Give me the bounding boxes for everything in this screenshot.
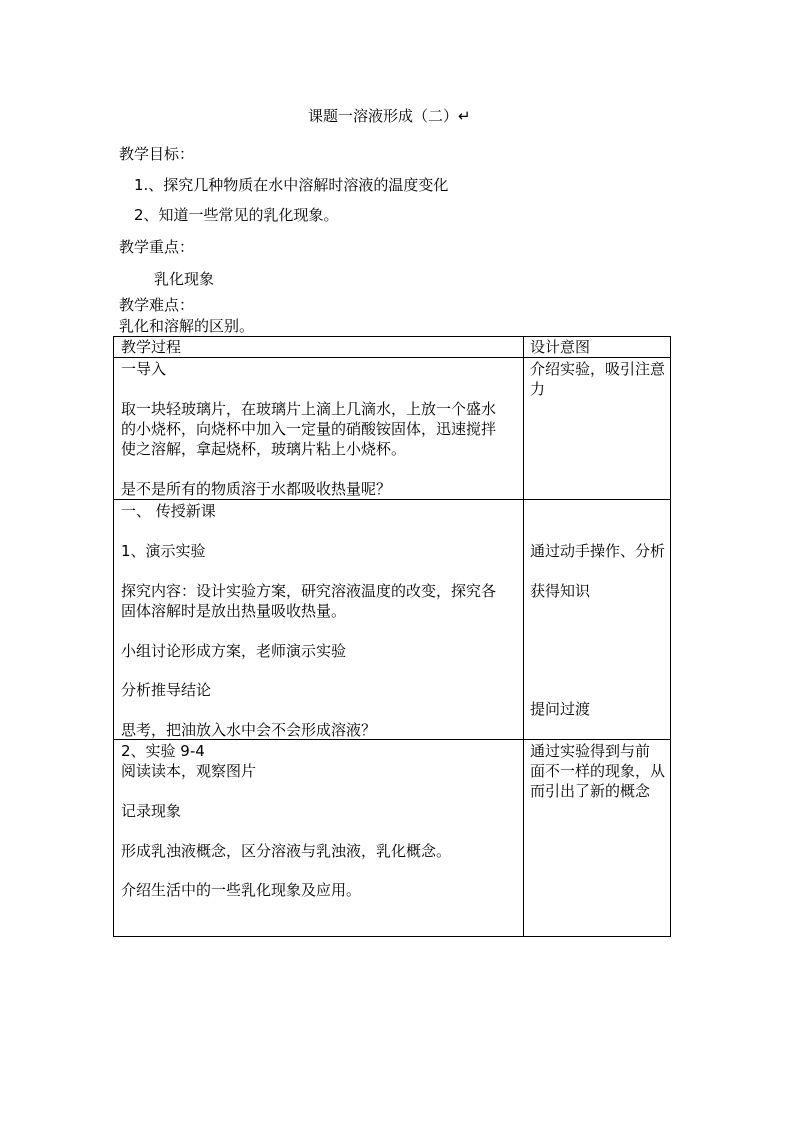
- section2-intent: 获得知识: [530, 582, 591, 600]
- section2-intent: 通过动手操作、分析: [530, 542, 666, 560]
- section3-heading: 2、实验 9-4: [121, 742, 205, 760]
- section1-para-line: 使之溶解，拿起烧杯，玻璃片粘上小烧杯。: [121, 440, 407, 458]
- section3-record: 记录现象: [121, 802, 182, 820]
- row-divider: [114, 499, 670, 500]
- section3-intent: 面不一样的现象，从: [530, 762, 666, 780]
- header-intent: 设计意图: [530, 338, 591, 356]
- section2-heading: 一、 传授新课: [121, 502, 216, 520]
- objectives-heading: 教学目标：: [119, 145, 195, 163]
- section3-concept: 形成乳浊液概念，区分溶液与乳浊液，乳化概念。: [121, 842, 452, 860]
- row-divider: [114, 357, 670, 358]
- key-points-heading: 教学重点：: [119, 238, 195, 256]
- section1-para-line: 取一块轻玻璃片，在玻璃片上滴上几滴水，上放一个盛水: [121, 400, 497, 418]
- header-process: 教学过程: [121, 338, 182, 356]
- section3-intent: 通过实验得到与前: [530, 742, 651, 760]
- section2-content-line: 固体溶解时是放出热量吸收热量。: [121, 602, 347, 620]
- section1-intent: 力: [530, 380, 546, 398]
- difficulty-item: 乳化和溶解的区别。: [119, 317, 255, 335]
- section3-intent: 而引出了新的概念: [530, 782, 651, 800]
- key-point-item: 乳化现象: [154, 270, 215, 288]
- objective-item: 1.、探究几种物质在水中溶解时溶液的温度变化: [134, 176, 449, 194]
- column-divider: [523, 337, 524, 936]
- section1-para-line: 的小烧杯，向烧杯中加入一定量的硝酸铵固体，迅速搅拌: [121, 420, 497, 438]
- section3-read: 阅读读本，观察图片: [121, 762, 257, 780]
- objective-item: 2、知道一些常见的乳化现象。: [134, 206, 339, 224]
- section2-discussion: 小组讨论形成方案，老师演示实验: [121, 642, 347, 660]
- section2-think: 思考，把油放入水中会不会形成溶液？: [121, 721, 377, 739]
- difficulties-heading: 教学难点：: [119, 296, 195, 314]
- section2-content-line: 探究内容：设计实验方案，研究溶液温度的改变，探究各: [121, 582, 497, 600]
- section2-sub: 1、演示实验: [121, 542, 206, 560]
- section1-question: 是不是所有的物质溶于水都吸收热量呢？: [121, 480, 392, 498]
- section1-intent: 介绍实验，吸引注意: [530, 360, 666, 378]
- section2-intent: 提问过渡: [530, 700, 591, 718]
- section2-analysis: 分析推导结论: [121, 681, 212, 699]
- section3-intro: 介绍生活中的一些乳化现象及应用。: [121, 881, 362, 899]
- page-title: 课题一溶液形成（二）↵: [308, 107, 471, 125]
- section1-heading: 一导入: [121, 360, 167, 378]
- lesson-table: [113, 336, 671, 937]
